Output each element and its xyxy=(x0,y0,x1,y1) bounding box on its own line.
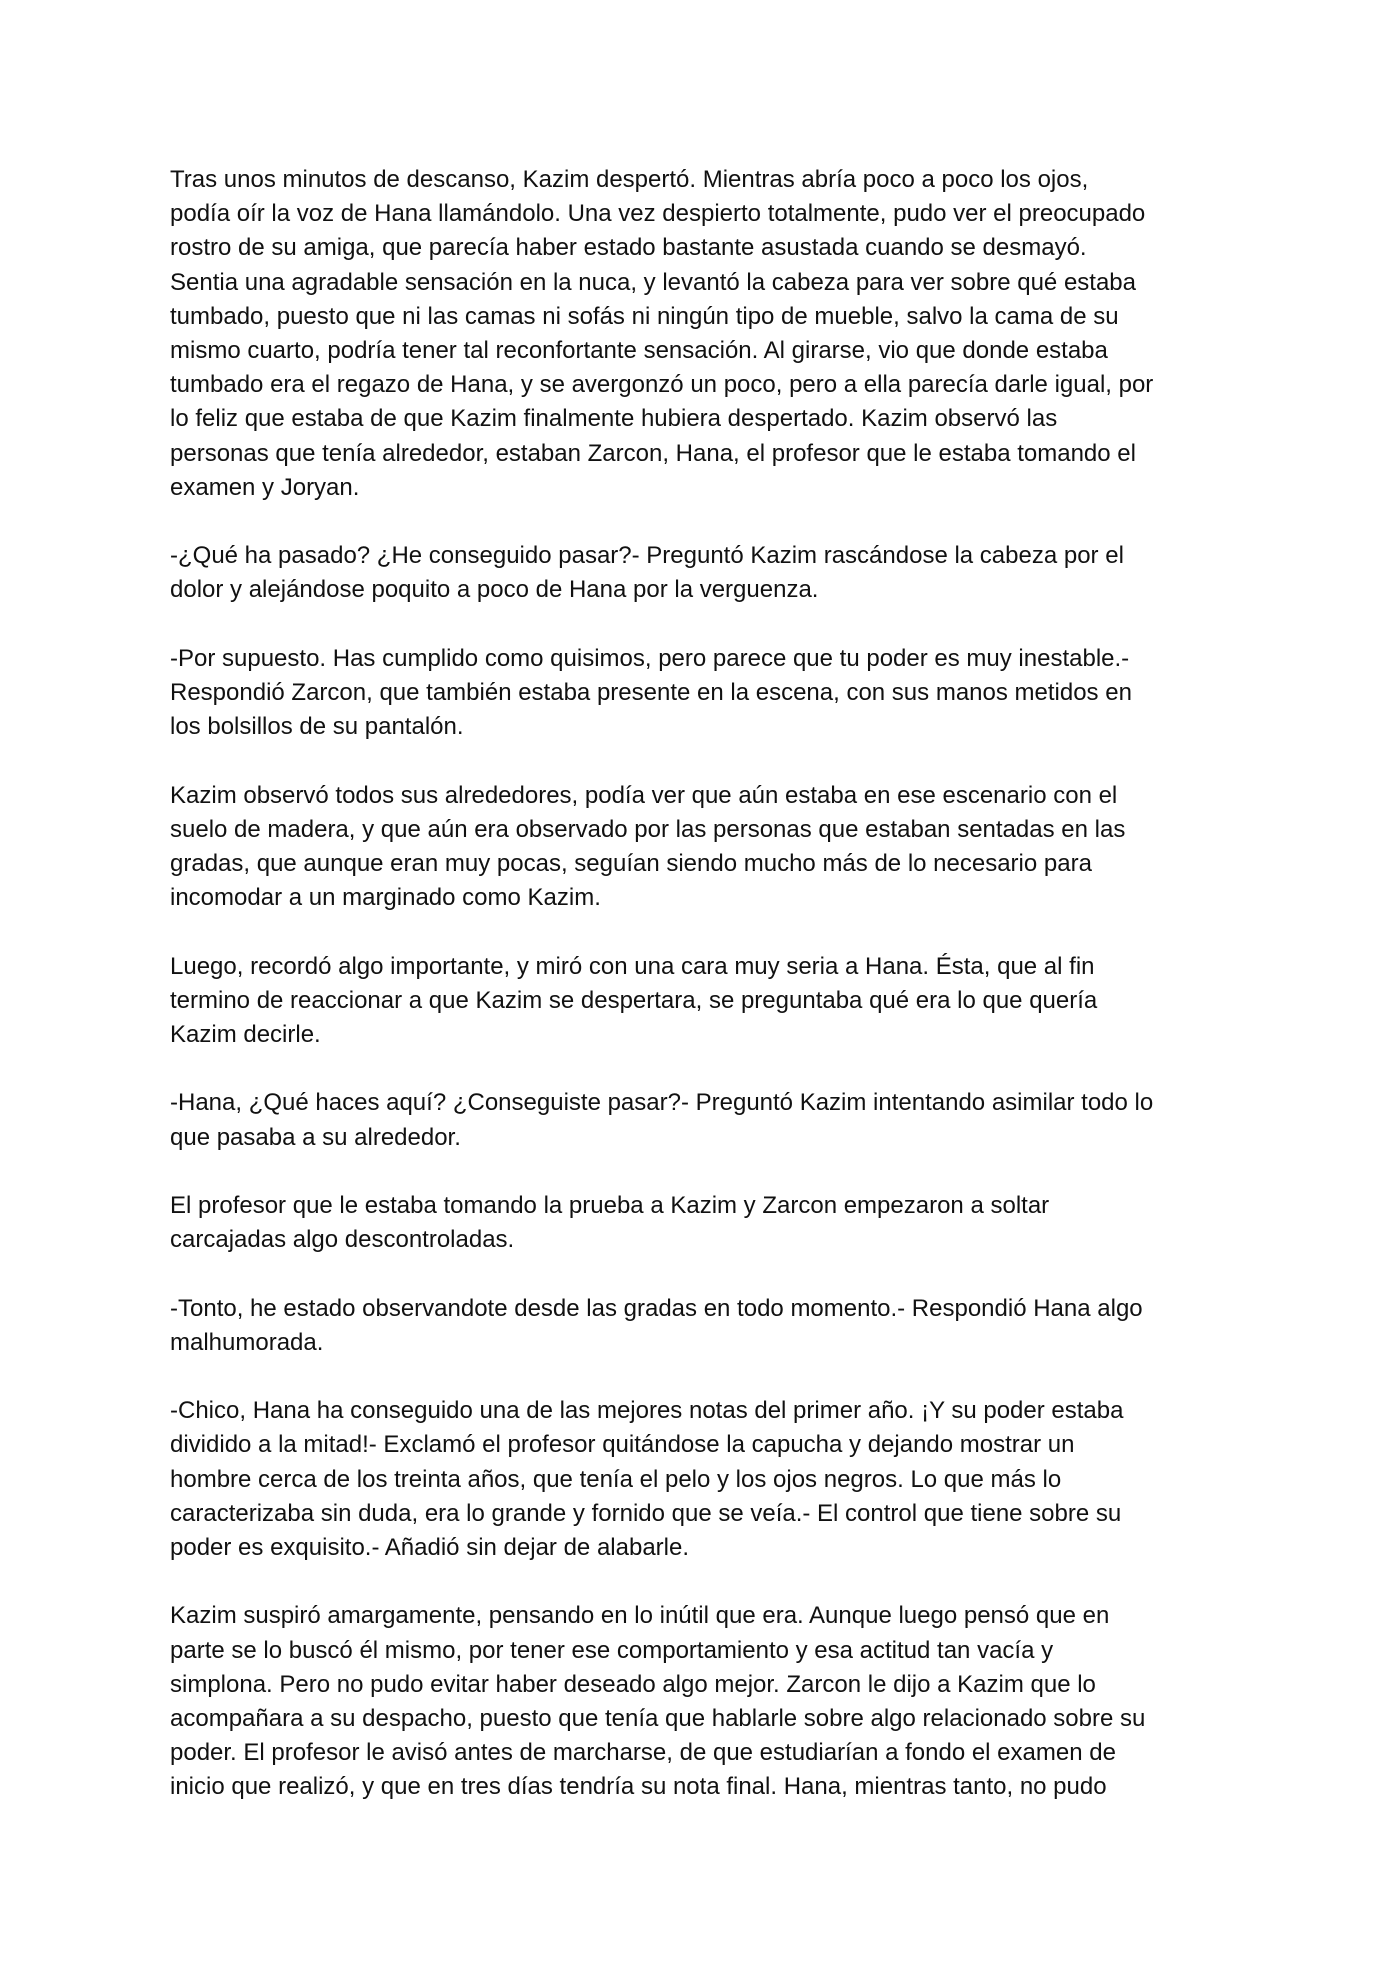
paragraph-10: Kazim suspiró amargamente, pensando en lo inútil que era. Aunque luego pensó que en parte se lo buscó él mismo, por tener ese comportamiento y esa actitud tan vacía y simplona. Pero no pudo evitar haber deseado algo mejor. Zarcon le dijo a Kazim que lo acompañara a su despacho, puesto que tenía que hablarle sobre algo relacionado sobre su poder. El profesor le avisó antes de marcharse, de que estudiarían a fondo el examen de inicio que realizó, y que en tres días tendría su nota final. Hana, mientras tanto, no pudo xyxy=(170,1602,1146,1801)
paragraph-8: -Tonto, he estado observandote desde las gradas en todo momento.- Respondió Hana algo malhumorada. xyxy=(170,1294,1143,1356)
paragraph-7: El profesor que le estaba tomando la prueba a Kazim y Zarcon empezaron a soltar carcajadas algo descontroladas. xyxy=(170,1192,1050,1254)
paragraph-1: Tras unos minutos de descanso, Kazim despertó. Mientras abría poco a poco los ojos, podía oír la voz de Hana llamándolo. Una vez despierto totalmente, pudo ver el preocupado rostro de su amiga, que parecía haber estado bastante asustada cuando se desmayó. Sentia una agradable sensación en la nuca, y levantó la cabeza para ver sobre qué estaba tumbado, puesto que ni las camas ni sofás ni ningún tipo de mueble, salvo la cama de su mismo cuarto, podría tener tal reconfortante sensación. Al girarse, vio que donde estaba tumbado era el regazo de Hana, y se avergonzó un poco, pero a ella parecía darle igual, por lo feliz que estaba de que Kazim finalmente hubiera despertado. Kazim observó las personas que tenía alrededor, estaban Zarcon, Hana, el profesor que le estaba tomando el examen y Joryan. xyxy=(170,166,1154,501)
paragraph-2: -¿Qué ha pasado? ¿He conseguido pasar?- Preguntó Kazim rascándose la cabeza por el dolor y alejándose poquito a poco de Hana por la verguenza. xyxy=(170,542,1124,604)
paragraph-4: Kazim observó todos sus alrededores, podía ver que aún estaba en ese escenario con el suelo de madera, y que aún era observado por las personas que estaban sentadas en las gradas, que aunque eran muy pocas, seguían siendo mucho más de lo necesario para incomodar a un marginado como Kazim. xyxy=(170,781,1126,912)
paragraph-3: -Por supuesto. Has cumplido como quisimos, pero parece que tu poder es muy inestable.- Respondió Zarcon, que también estaba presente en la escena, con sus manos metidos en los bolsillos de su pantalón. xyxy=(170,644,1132,741)
body-text xyxy=(170,163,1240,1839)
paragraph-6: -Hana, ¿Qué haces aquí? ¿Conseguiste pasar?- Preguntó Kazim intentando asimilar todo lo que pasaba a su alrededor. xyxy=(170,1089,1154,1151)
paragraph-9: -Chico, Hana ha conseguido una de las mejores notas del primer año. ¡Y su poder estaba dividido a la mitad!- Exclamó el profesor quitándose la capucha y dejando mostrar un hombre cerca de los treinta años, que tenía el pelo y los ojos negros. Lo que más lo caracterizaba sin duda, era lo grande y fornido que se veía.- El control que tiene sobre su poder es exquisito.- Añadió sin dejar de alabarle. xyxy=(170,1397,1124,1561)
paragraph-5: Luego, recordó algo importante, y miró con una cara muy seria a Hana. Ésta, que al fin termino de reaccionar a que Kazim se despertara, se preguntaba qué era lo que quería Kazim decirle. xyxy=(170,952,1098,1049)
